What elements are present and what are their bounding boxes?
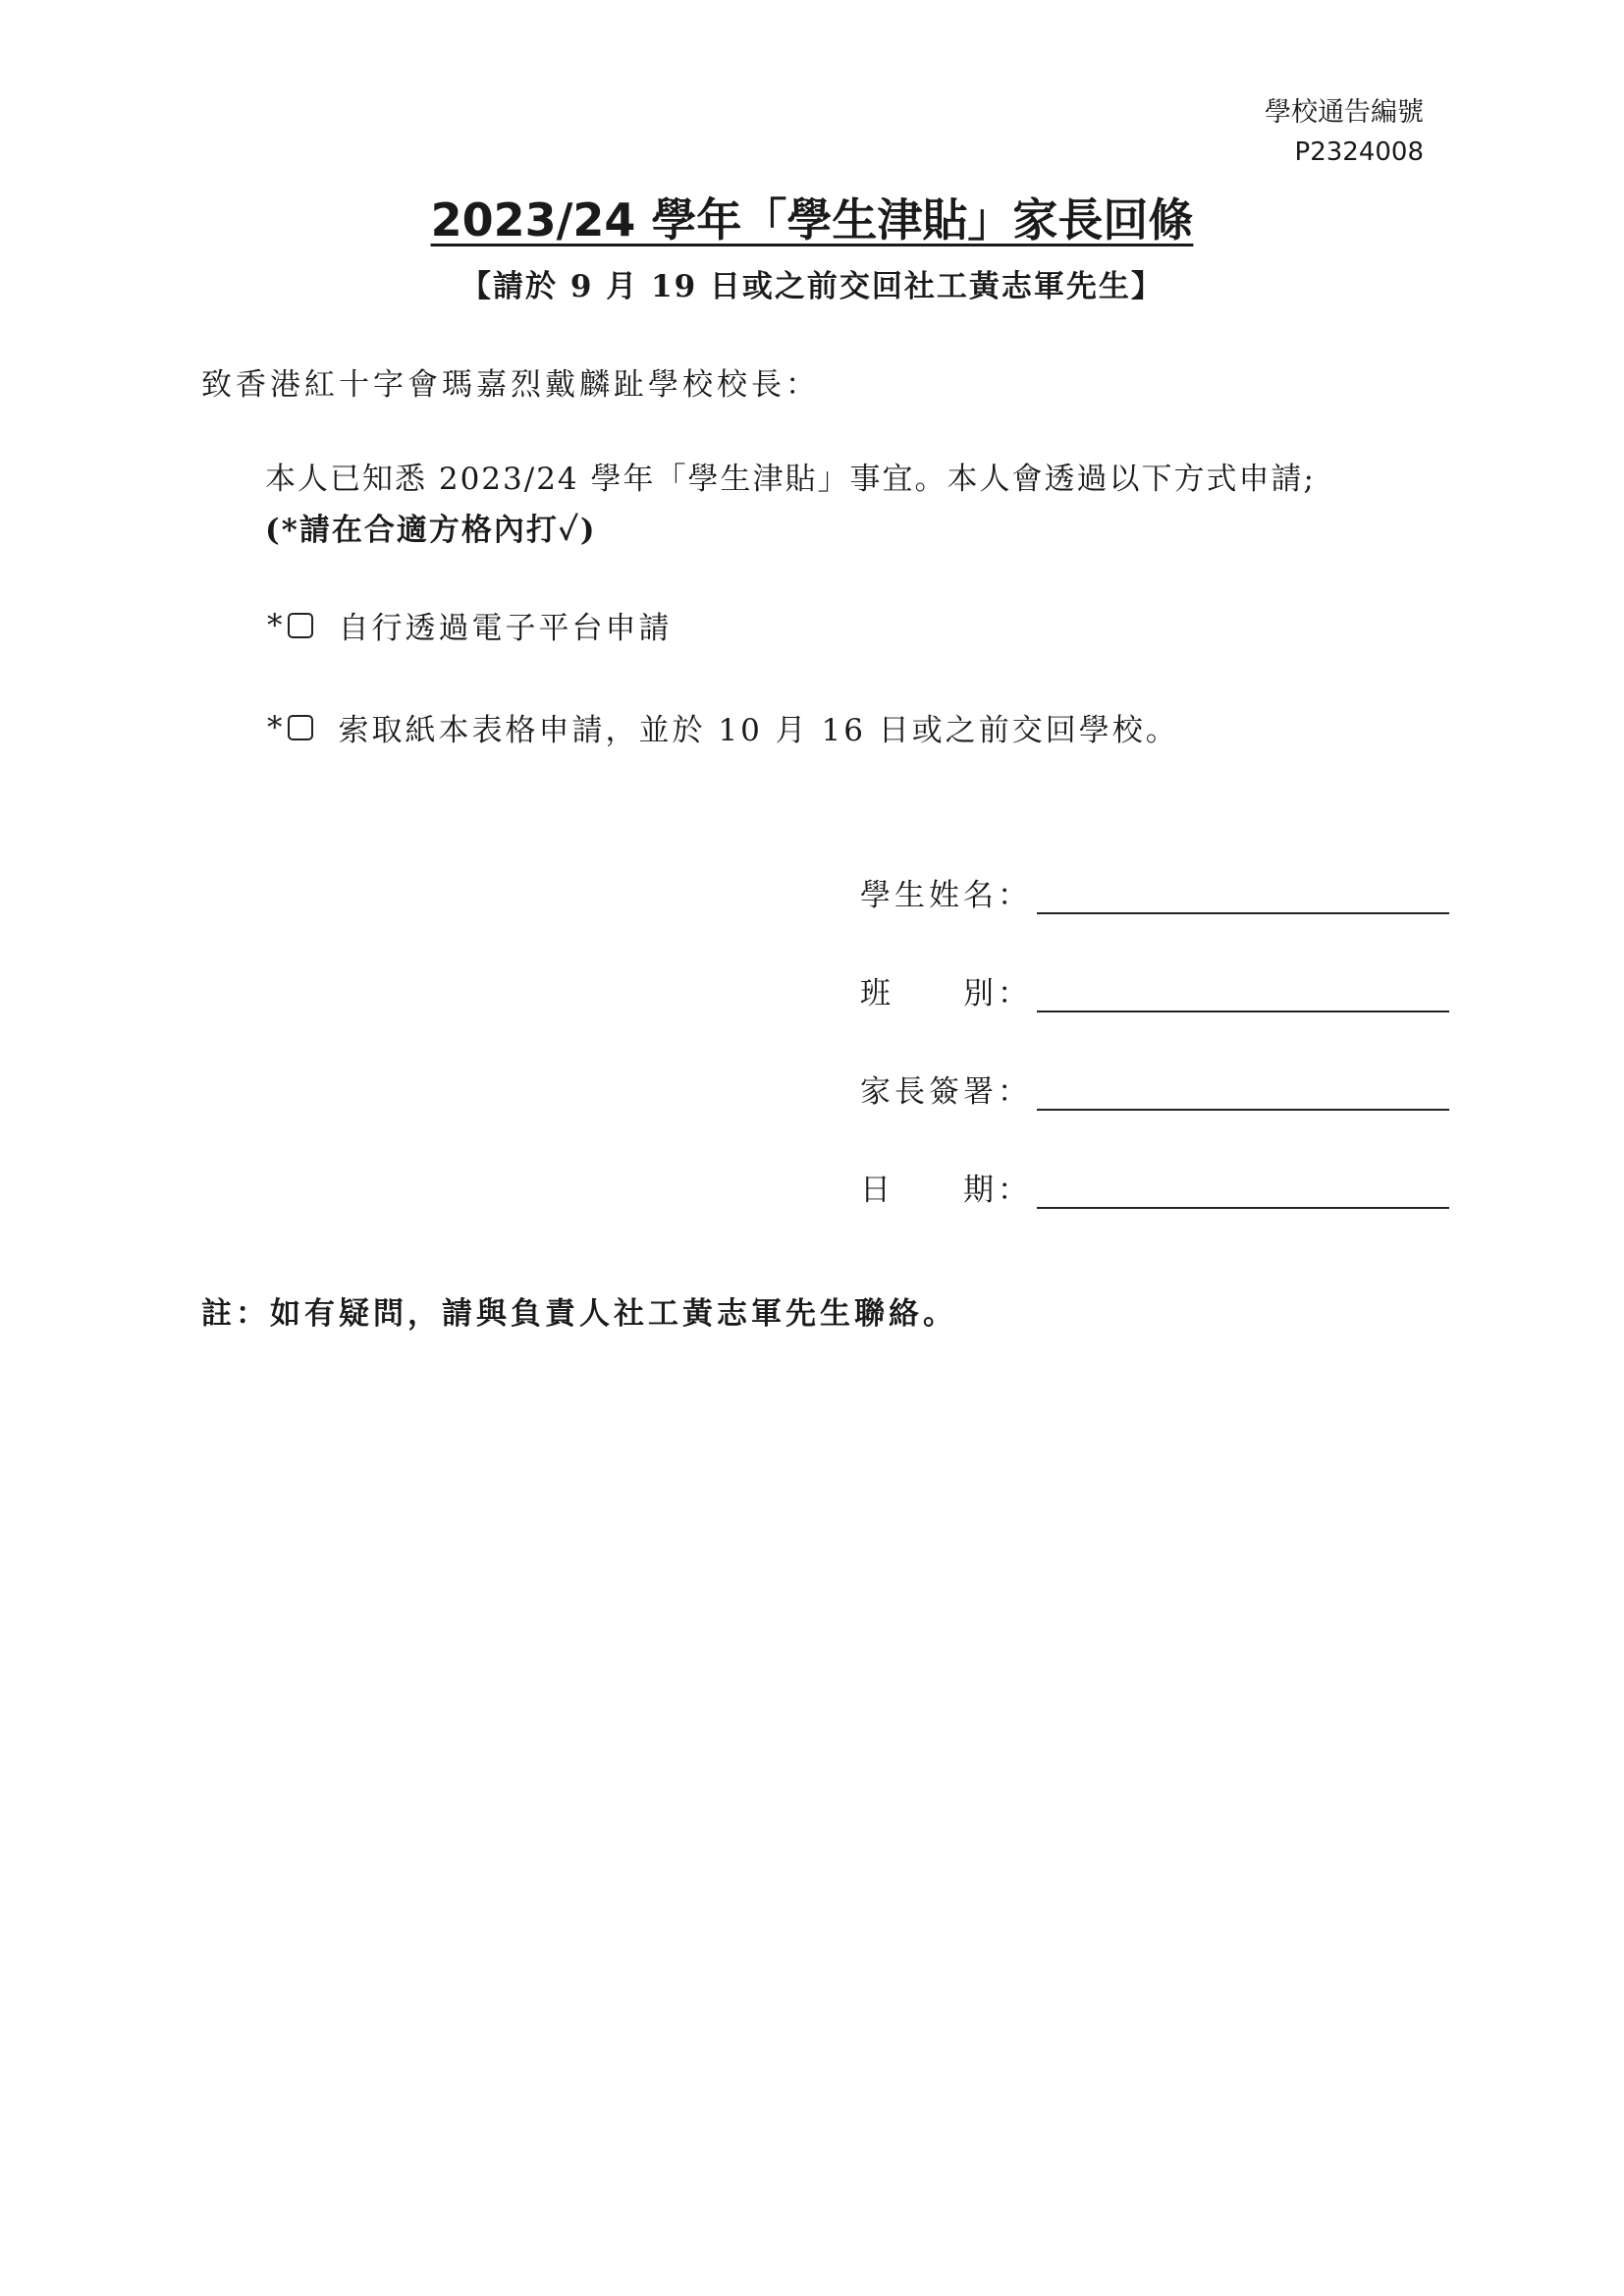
tick-instruction: (*請在合適方格內打✓) xyxy=(265,513,597,548)
class-line[interactable] xyxy=(1037,981,1449,1012)
footnote: 註：如有疑問，請與負責人社工黃志軍先生聯絡。 xyxy=(201,1296,957,1332)
notice-number: P2324008 xyxy=(1294,137,1424,167)
date-line[interactable] xyxy=(1037,1177,1449,1209)
class-field xyxy=(860,968,1449,1012)
option-electronic-label: 自行透過電子平台申請 xyxy=(338,611,673,646)
student-name-field xyxy=(860,870,1449,914)
addressee: 致香港紅十字會瑪嘉烈戴麟趾學校校長： xyxy=(201,367,820,403)
date-field xyxy=(860,1165,1449,1209)
parent-signature-label: 家長簽署： xyxy=(860,1074,1032,1110)
option-paper-form-checkbox[interactable] xyxy=(288,715,313,740)
date-label: 日 期： xyxy=(860,1173,1032,1208)
parent-signature-line[interactable] xyxy=(1037,1079,1449,1111)
student-name-label: 學生姓名： xyxy=(860,878,1032,913)
document-title-text: 2023/24 學年「學生津貼」家長回條 xyxy=(430,193,1194,246)
option-electronic-checkbox[interactable] xyxy=(288,613,313,638)
option-paper-form-label: 索取紙本表格申請，並於 10 月 16 日或之前交回學校。 xyxy=(338,713,1179,748)
document-title xyxy=(0,185,1624,249)
option-paper-form xyxy=(267,705,1179,749)
option-marker: * xyxy=(267,709,286,745)
acknowledgement-paragraph: 本人已知悉 2023/24 學年「學生津貼」事宜。本人會透過以下方式申請; xyxy=(265,462,1316,497)
student-name-line[interactable] xyxy=(1037,883,1449,914)
notice-number-label: 學校通告編號 xyxy=(1265,97,1424,128)
option-electronic xyxy=(267,603,673,647)
return-deadline: 【請於 9 月 19 日或之前交回社工黃志軍先生】 xyxy=(460,269,1164,304)
option-marker: * xyxy=(267,607,286,643)
class-label: 班 別： xyxy=(860,976,1032,1011)
parent-signature-field xyxy=(860,1066,1449,1111)
